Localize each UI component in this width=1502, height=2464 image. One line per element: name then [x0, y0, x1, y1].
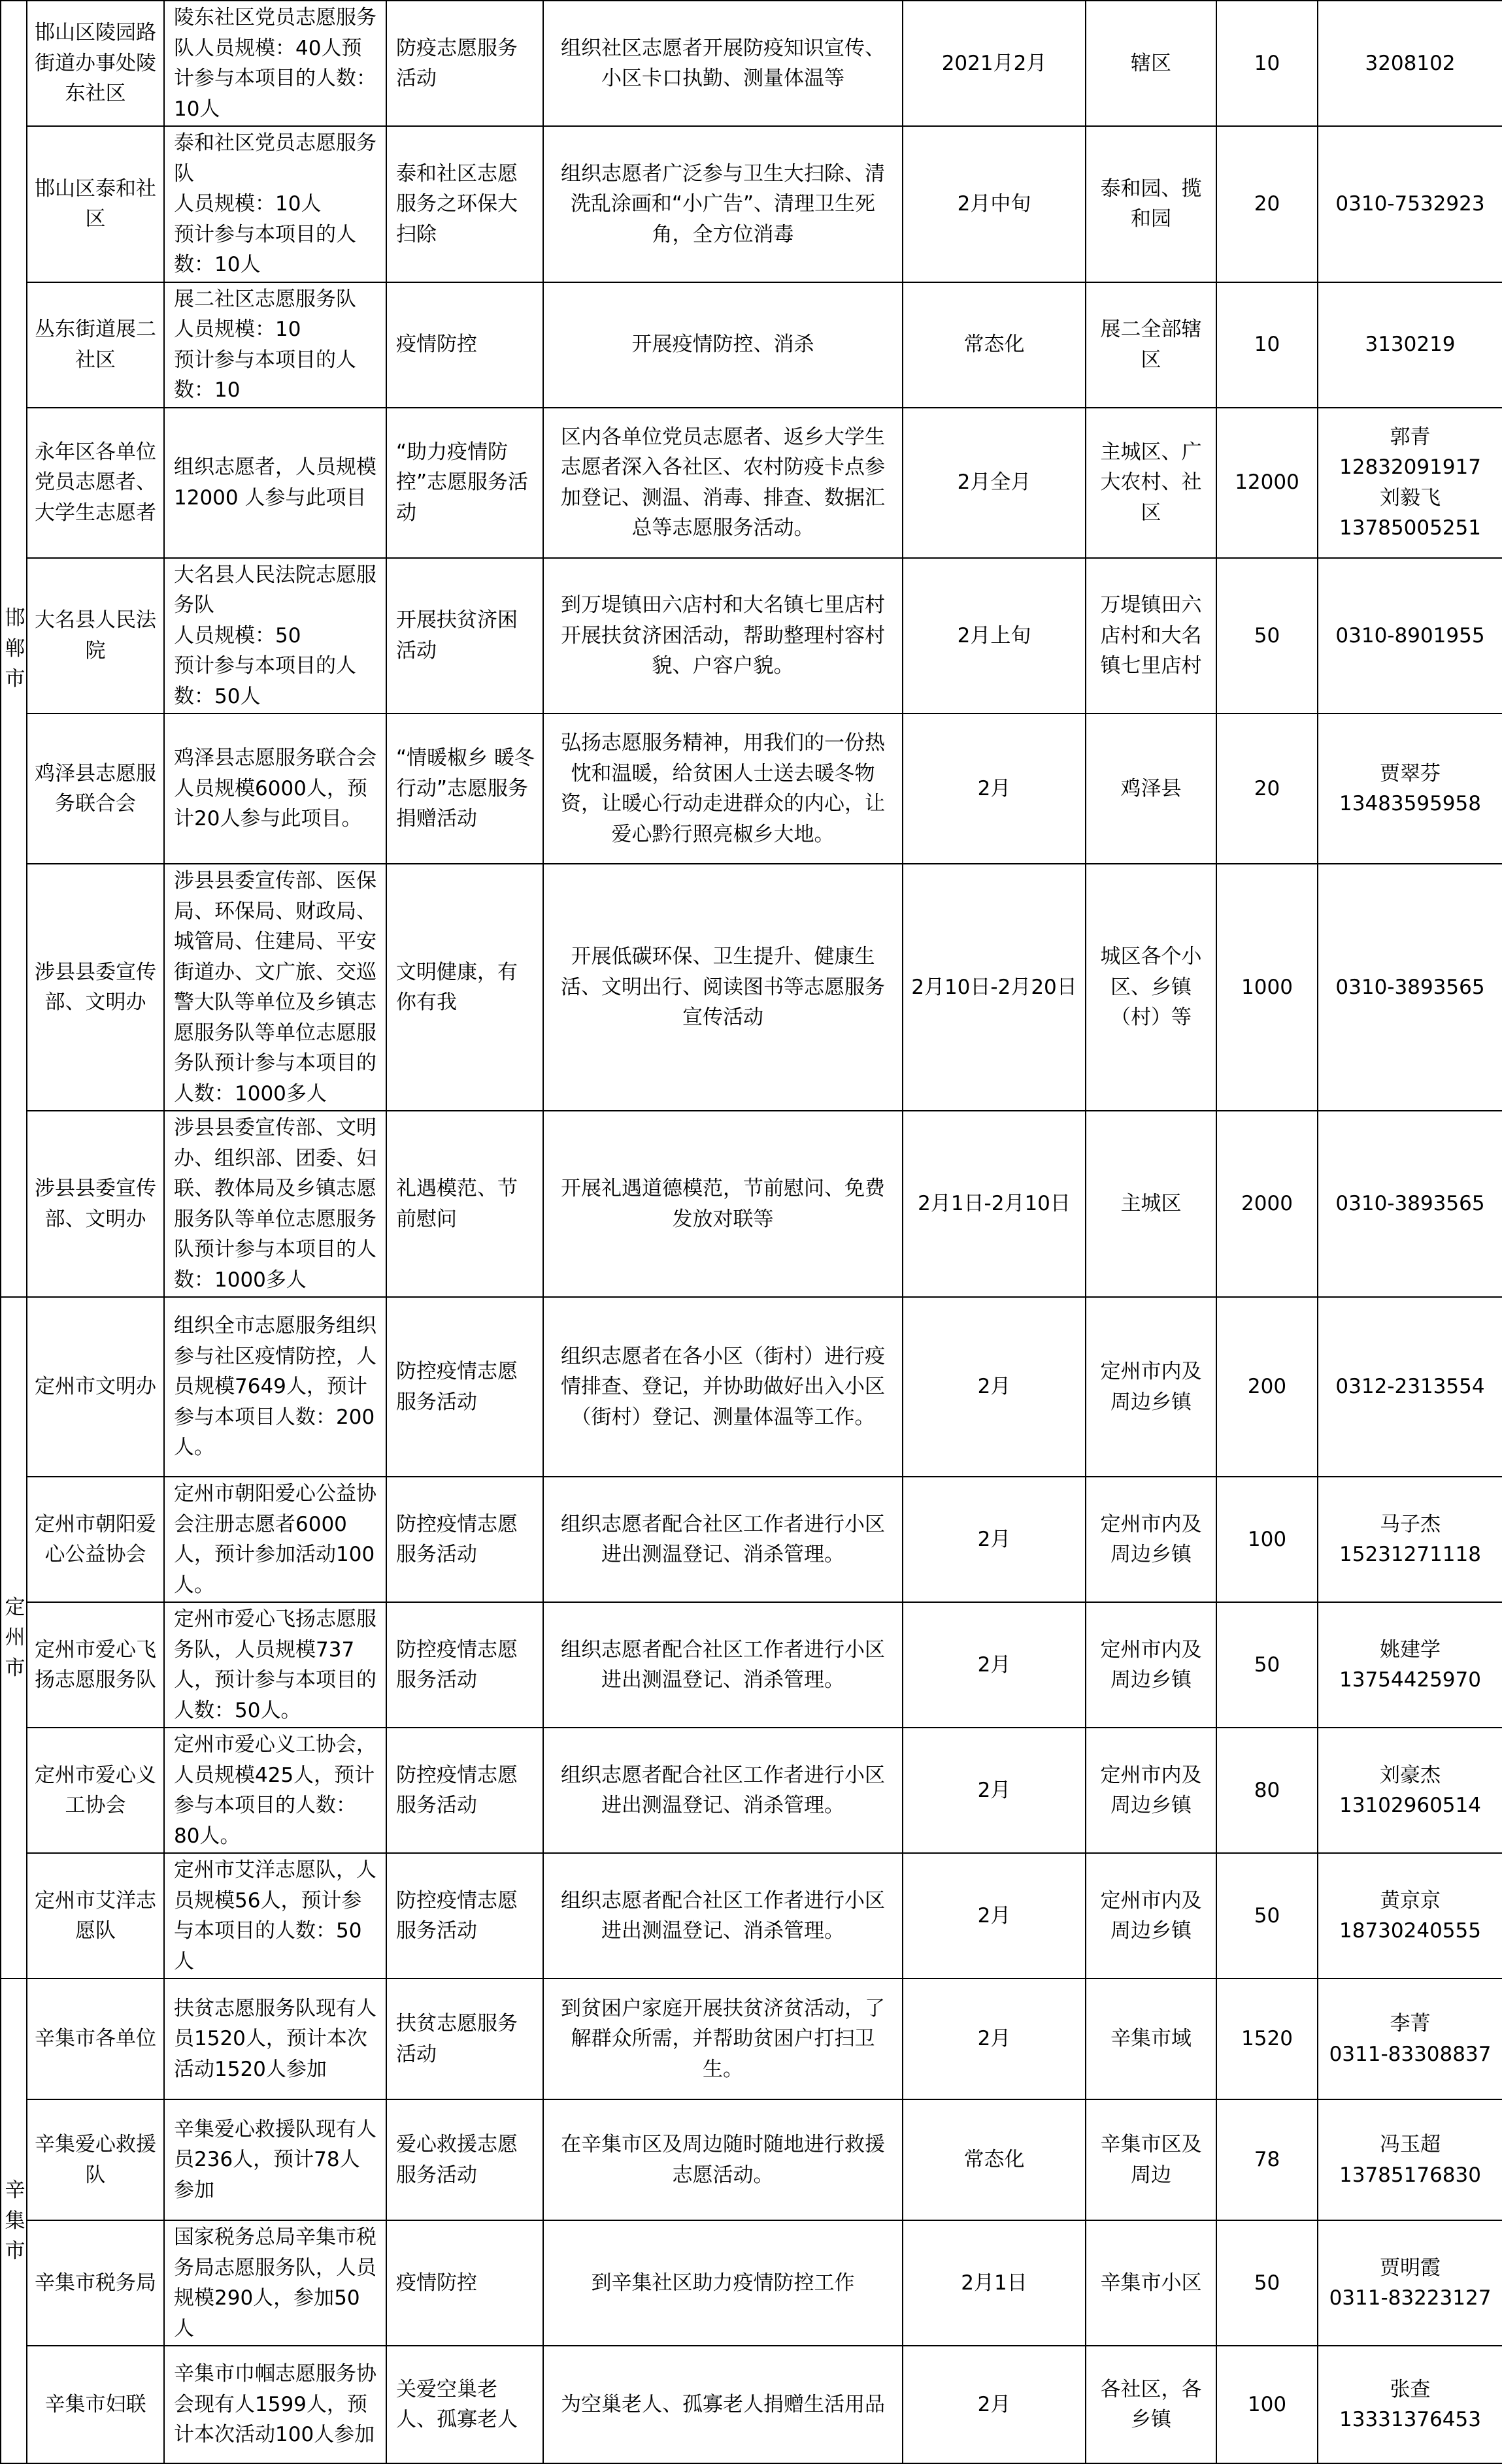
name-cell: “情暖椒乡 暖冬行动”志愿服务捐赠活动	[386, 714, 543, 864]
time-cell: 常态化	[903, 282, 1086, 408]
time-cell: 2月上旬	[903, 558, 1086, 714]
scale-cell: 辛集市巾帼志愿服务协会现有人1599人，预计本次活动100人参加	[164, 2346, 386, 2463]
contact-cell: 0312-2313554	[1318, 1297, 1502, 1477]
content-cell: 在辛集市区及周边随时随地进行救援志愿活动。	[543, 2099, 903, 2220]
table-row	[1, 2099, 1502, 2220]
table-row	[1, 282, 1502, 408]
scale-cell: 扶贫志愿服务队现有人员1520人，预计本次活动1520人参加	[164, 1979, 386, 2099]
org-cell: 涉县县委宣传部、文明办	[27, 864, 164, 1111]
name-cell: 扶贫志愿服务活动	[386, 1979, 543, 2099]
place-cell: 定州市内及周边乡镇	[1086, 1602, 1216, 1728]
scale-cell: 组织全市志愿服务组织参与社区疫情防控，人员规模7649人，预计参与本项目人数：200人。	[164, 1297, 386, 1477]
org-cell: 定州市艾洋志愿队	[27, 1853, 164, 1979]
table-row	[1, 1728, 1502, 1853]
scale-cell: 定州市艾洋志愿队，人员规模56人，预计参与本项目的人数：50人	[164, 1853, 386, 1979]
content-cell: 区内各单位党员志愿者、返乡大学生志愿者深入各社区、农村防疫卡点参加登记、测温、消毒、排查、数据汇总等志愿服务活动。	[543, 408, 903, 558]
time-cell: 常态化	[903, 2099, 1086, 2220]
place-cell: 鸡泽县	[1086, 714, 1216, 864]
count-cell: 100	[1216, 1477, 1318, 1602]
content-cell: 开展疫情防控、消杀	[543, 282, 903, 408]
count-cell: 50	[1216, 1602, 1318, 1728]
contact-cell: 黄京京 18730240555	[1318, 1853, 1502, 1979]
time-cell: 2月1日	[903, 2220, 1086, 2346]
time-cell: 2月	[903, 1297, 1086, 1477]
content-cell: 组织志愿者配合社区工作者进行小区进出测温登记、消杀管理。	[543, 1602, 903, 1728]
content-cell: 组织志愿者在各小区（街村）进行疫情排查、登记，并协助做好出入小区（街村）登记、测量体温等工作。	[543, 1297, 903, 1477]
org-cell: 辛集市各单位	[27, 1979, 164, 2099]
content-cell: 组织社区志愿者开展防疫知识宣传、小区卡口执勤、测量体温等	[543, 1, 903, 126]
org-cell: 邯山区陵园路街道办事处陵东社区	[27, 1, 164, 126]
contact-cell: 0310-7532923	[1318, 126, 1502, 282]
scale-cell: 定州市朝阳爱心公益协会注册志愿者6000人，预计参加活动100人。	[164, 1477, 386, 1602]
scale-cell: 国家税务总局辛集市税务局志愿服务队，人员规模290人，参加50人	[164, 2220, 386, 2346]
table-row	[1, 2220, 1502, 2346]
count-cell: 10	[1216, 1, 1318, 126]
name-cell: “助力疫情防控”志愿服务活动	[386, 408, 543, 558]
count-cell: 200	[1216, 1297, 1318, 1477]
region-cell	[1, 1, 27, 1297]
place-cell: 辛集市小区	[1086, 2220, 1216, 2346]
org-cell: 定州市爱心飞扬志愿服务队	[27, 1602, 164, 1728]
contact-cell: 贾翠芬 13483595958	[1318, 714, 1502, 864]
count-cell: 20	[1216, 126, 1318, 282]
scale-cell: 泰和社区党员志愿服务队 人员规模：10人 预计参与本项目的人数：10人	[164, 126, 386, 282]
content-cell: 组织志愿者配合社区工作者进行小区进出测温登记、消杀管理。	[543, 1728, 903, 1853]
count-cell: 1520	[1216, 1979, 1318, 2099]
time-cell: 2月	[903, 1853, 1086, 1979]
place-cell: 主城区、广大农村、社区	[1086, 408, 1216, 558]
table-row	[1, 2346, 1502, 2463]
content-cell: 为空巢老人、孤寡老人捐赠生活用品	[543, 2346, 903, 2463]
name-cell: 防控疫情志愿服务活动	[386, 1853, 543, 1979]
content-cell: 组织志愿者配合社区工作者进行小区进出测温登记、消杀管理。	[543, 1853, 903, 1979]
place-cell: 定州市内及周边乡镇	[1086, 1477, 1216, 1602]
place-cell: 城区各个小区、乡镇（村）等	[1086, 864, 1216, 1111]
contact-cell: 贾明霞 0311-83223127	[1318, 2220, 1502, 2346]
place-cell: 各社区，各乡镇	[1086, 2346, 1216, 2463]
content-cell: 弘扬志愿服务精神，用我们的一份热忱和温暖，给贫困人士送去暖冬物资，让暖心行动走进群众的内心，让爱心黔行照亮椒乡大地。	[543, 714, 903, 864]
name-cell: 开展扶贫济困活动	[386, 558, 543, 714]
table-body	[1, 1, 1502, 2463]
contact-cell: 3208102	[1318, 1, 1502, 126]
time-cell: 2月10日-2月20日	[903, 864, 1086, 1111]
region-label: 辛集市	[5, 2178, 25, 2263]
table-row	[1, 1297, 1502, 1477]
time-cell: 2月	[903, 1602, 1086, 1728]
content-cell: 组织志愿者广泛参与卫生大扫除、清洗乱涂画和“小广告”、清理卫生死角，全方位消毒	[543, 126, 903, 282]
content-cell: 开展礼遇道德模范，节前慰问、免费发放对联等	[543, 1111, 903, 1297]
name-cell: 防控疫情志愿服务活动	[386, 1602, 543, 1728]
scale-cell: 涉县县委宣传部、医保局、环保局、财政局、城管局、住建局、平安街道办、文广旅、交巡警大队等单位及乡镇志愿服务队等单位志愿服务队预计参与本项目的人数：1000多人	[164, 864, 386, 1111]
scale-cell: 定州市爱心义工协会，人员规模425人，预计参与本项目的人数：80人。	[164, 1728, 386, 1853]
count-cell: 50	[1216, 558, 1318, 714]
contact-cell: 0310-3893565	[1318, 1111, 1502, 1297]
time-cell: 2月全月	[903, 408, 1086, 558]
org-cell: 邯山区泰和社区	[27, 126, 164, 282]
region-label: 邯郸市	[5, 606, 25, 691]
org-cell: 定州市文明办	[27, 1297, 164, 1477]
name-cell: 防控疫情志愿服务活动	[386, 1477, 543, 1602]
region-cell	[1, 1297, 27, 1979]
table-row	[1, 1477, 1502, 1602]
table-row	[1, 864, 1502, 1111]
table-row	[1, 558, 1502, 714]
contact-cell: 李菁 0311-83308837	[1318, 1979, 1502, 2099]
name-cell: 礼遇模范、节前慰问	[386, 1111, 543, 1297]
place-cell: 定州市内及周边乡镇	[1086, 1297, 1216, 1477]
name-cell: 防控疫情志愿服务活动	[386, 1728, 543, 1853]
time-cell: 2月	[903, 1477, 1086, 1602]
place-cell: 展二全部辖区	[1086, 282, 1216, 408]
place-cell: 泰和园、揽和园	[1086, 126, 1216, 282]
content-cell: 到万堤镇田六店村和大名镇七里店村开展扶贫济困活动，帮助整理村容村貌、户容户貌。	[543, 558, 903, 714]
count-cell: 100	[1216, 2346, 1318, 2463]
count-cell: 78	[1216, 2099, 1318, 2220]
count-cell: 80	[1216, 1728, 1318, 1853]
place-cell: 万堤镇田六店村和大名镇七里店村	[1086, 558, 1216, 714]
time-cell: 2021月2月	[903, 1, 1086, 126]
contact-cell: 姚建学 13754425970	[1318, 1602, 1502, 1728]
content-cell: 到贫困户家庭开展扶贫济贫活动，了解群众所需，并帮助贫困户打扫卫生。	[543, 1979, 903, 2099]
name-cell: 防疫志愿服务活动	[386, 1, 543, 126]
name-cell: 文明健康，有你有我	[386, 864, 543, 1111]
content-cell: 组织志愿者配合社区工作者进行小区进出测温登记、消杀管理。	[543, 1477, 903, 1602]
scale-cell: 陵东社区党员志愿服务队人员规模：40人预计参与本项目的人数：10人	[164, 1, 386, 126]
name-cell: 疫情防控	[386, 2220, 543, 2346]
contact-cell: 刘豪杰 13102960514	[1318, 1728, 1502, 1853]
content-cell: 开展低碳环保、卫生提升、健康生活、文明出行、阅读图书等志愿服务宣传活动	[543, 864, 903, 1111]
table-row	[1, 1979, 1502, 2099]
time-cell: 2月	[903, 1728, 1086, 1853]
count-cell: 20	[1216, 714, 1318, 864]
name-cell: 泰和社区志愿服务之环保大扫除	[386, 126, 543, 282]
place-cell: 主城区	[1086, 1111, 1216, 1297]
table-row	[1, 1853, 1502, 1979]
count-cell: 12000	[1216, 408, 1318, 558]
table-row	[1, 1111, 1502, 1297]
name-cell: 关爱空巢老人、孤寡老人	[386, 2346, 543, 2463]
org-cell: 定州市爱心义工协会	[27, 1728, 164, 1853]
place-cell: 辛集市域	[1086, 1979, 1216, 2099]
region-cell	[1, 1979, 27, 2463]
org-cell: 定州市朝阳爱心公益协会	[27, 1477, 164, 1602]
scale-cell: 涉县县委宣传部、文明办、组织部、团委、妇联、教体局及乡镇志愿服务队等单位志愿服务队预计参与本项目的人数：1000多人	[164, 1111, 386, 1297]
place-cell: 定州市内及周边乡镇	[1086, 1853, 1216, 1979]
name-cell: 爱心救援志愿服务活动	[386, 2099, 543, 2220]
content-cell: 到辛集社区助力疫情防控工作	[543, 2220, 903, 2346]
count-cell: 50	[1216, 1853, 1318, 1979]
org-cell: 辛集市税务局	[27, 2220, 164, 2346]
table-row	[1, 126, 1502, 282]
org-cell: 鸡泽县志愿服务联合会	[27, 714, 164, 864]
place-cell: 定州市内及周边乡镇	[1086, 1728, 1216, 1853]
scale-cell: 大名县人民法院志愿服务队 人员规模：50 预计参与本项目的人数：50人	[164, 558, 386, 714]
table-row	[1, 1602, 1502, 1728]
place-cell: 辛集市区及周边	[1086, 2099, 1216, 2220]
time-cell: 2月中旬	[903, 126, 1086, 282]
place-cell: 辖区	[1086, 1, 1216, 126]
table-row	[1, 1, 1502, 126]
contact-cell: 冯玉超 13785176830	[1318, 2099, 1502, 2220]
contact-cell: 张查 13331376453	[1318, 2346, 1502, 2463]
name-cell: 防控疫情志愿服务活动	[386, 1297, 543, 1477]
count-cell: 1000	[1216, 864, 1318, 1111]
time-cell: 2月	[903, 714, 1086, 864]
table-row	[1, 714, 1502, 864]
count-cell: 50	[1216, 2220, 1318, 2346]
org-cell: 辛集市妇联	[27, 2346, 164, 2463]
org-cell: 永年区各单位党员志愿者、大学生志愿者	[27, 408, 164, 558]
name-cell: 疫情防控	[386, 282, 543, 408]
count-cell: 2000	[1216, 1111, 1318, 1297]
contact-cell: 马子杰 15231271118	[1318, 1477, 1502, 1602]
time-cell: 2月	[903, 2346, 1086, 2463]
scale-cell: 组织志愿者，人员规模12000 人参与此项目	[164, 408, 386, 558]
org-cell: 大名县人民法院	[27, 558, 164, 714]
org-cell: 丛东街道展二社区	[27, 282, 164, 408]
time-cell: 2月1日-2月10日	[903, 1111, 1086, 1297]
org-cell: 辛集爱心救援队	[27, 2099, 164, 2220]
region-label: 定州市	[5, 1595, 25, 1680]
contact-cell: 3130219	[1318, 282, 1502, 408]
contact-cell: 0310-3893565	[1318, 864, 1502, 1111]
org-cell: 涉县县委宣传部、文明办	[27, 1111, 164, 1297]
scale-cell: 鸡泽县志愿服务联合会人员规模6000人，预计20人参与此项目。	[164, 714, 386, 864]
time-cell: 2月	[903, 1979, 1086, 2099]
table-row	[1, 408, 1502, 558]
scale-cell: 展二社区志愿服务队 人员规模：10 预计参与本项目的人数：10	[164, 282, 386, 408]
count-cell: 10	[1216, 282, 1318, 408]
contact-cell: 郭青 12832091917 刘毅飞 13785005251	[1318, 408, 1502, 558]
contact-cell: 0310-8901955	[1318, 558, 1502, 714]
scale-cell: 辛集爱心救援队现有人员236人，预计78人参加	[164, 2099, 386, 2220]
scale-cell: 定州市爱心飞扬志愿服务队，人员规模737人，预计参与本项目的人数：50人。	[164, 1602, 386, 1728]
